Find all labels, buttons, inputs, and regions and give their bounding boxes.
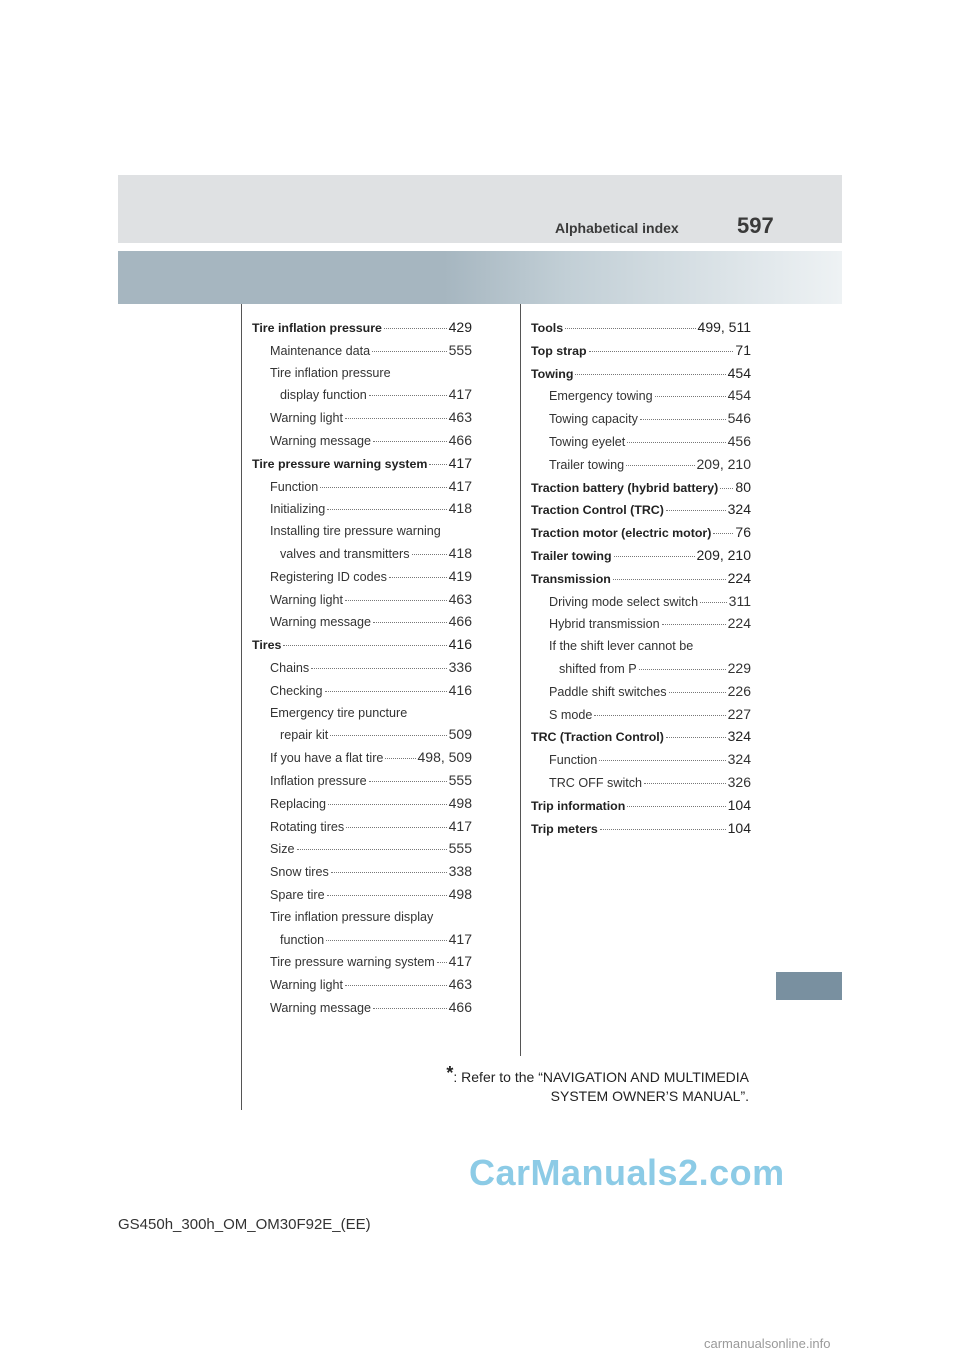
index-entry-text: Installing tire pressure warning — [270, 524, 441, 539]
middle-column-rule — [520, 304, 521, 1056]
leader-dots — [640, 419, 726, 420]
leader-dots — [327, 509, 446, 510]
index-entry[interactable] — [252, 453, 472, 476]
index-entry[interactable] — [531, 385, 751, 408]
leader-dots — [331, 872, 447, 873]
index-entry-page: 104 — [727, 819, 751, 836]
index-entry-page: 226 — [727, 682, 751, 699]
index-entry[interactable] — [531, 522, 751, 545]
index-entry[interactable] — [531, 545, 751, 568]
index-entry-page: 499, 511 — [697, 319, 751, 335]
leader-dots — [700, 602, 727, 603]
index-entry-page: 80 — [735, 478, 751, 495]
index-entry[interactable] — [252, 724, 472, 747]
index-entry-page: 429 — [448, 319, 472, 335]
index-entry-label: Trip information — [531, 798, 626, 813]
index-entry[interactable] — [252, 680, 472, 703]
index-entry[interactable] — [252, 566, 472, 589]
index-entry[interactable] — [252, 747, 472, 770]
index-entry-page: 456 — [727, 432, 751, 449]
leader-dots — [669, 692, 726, 693]
index-entry-page: 498 — [448, 885, 472, 902]
index-entry-label: Hybrid transmission — [549, 617, 660, 632]
leader-dots — [345, 418, 447, 419]
index-entry-label: Inflation pressure — [270, 773, 367, 788]
leader-dots — [389, 577, 447, 578]
index-entry-page: 311 — [728, 592, 751, 609]
index-entry-page: 466 — [448, 431, 472, 448]
index-entry-page: 209, 210 — [696, 546, 751, 563]
leader-dots — [613, 579, 726, 580]
leader-dots — [627, 442, 725, 443]
index-entry[interactable] — [531, 340, 751, 363]
index-entry[interactable] — [531, 658, 751, 681]
leader-dots — [639, 669, 726, 670]
leader-dots — [614, 556, 695, 557]
index-entry-label: Paddle shift switches — [549, 684, 667, 699]
index-entry[interactable] — [531, 363, 751, 386]
leader-dots — [385, 758, 415, 759]
leader-dots — [297, 849, 447, 850]
watermark-url: carmanualsonline.info — [704, 1336, 831, 1351]
index-entry[interactable] — [252, 951, 472, 974]
leader-dots — [320, 487, 446, 488]
index-entry[interactable] — [531, 772, 751, 795]
index-entry-page: 224 — [727, 569, 751, 586]
index-entry-label: Warning light — [270, 978, 344, 993]
index-entry-page: 466 — [448, 998, 472, 1015]
index-entry-label: shifted from P — [559, 661, 637, 676]
leader-dots — [662, 624, 726, 625]
leader-dots — [345, 600, 447, 601]
header-band — [118, 175, 842, 243]
index-entry-page: 418 — [448, 544, 472, 561]
index-entry-page: 417 — [448, 386, 472, 403]
leader-dots — [626, 465, 694, 466]
index-entry-page: 71 — [735, 341, 751, 358]
leader-dots — [311, 668, 446, 669]
leader-dots — [326, 940, 447, 941]
index-entry[interactable] — [252, 611, 472, 634]
index-entry-label: Function — [549, 753, 598, 768]
index-entry[interactable] — [531, 454, 751, 477]
index-entry-label: Traction motor (electric motor) — [531, 526, 712, 541]
leader-dots — [713, 533, 733, 534]
index-entry-label: Replacing — [270, 796, 327, 811]
index-entry-label: Rotating tires — [270, 819, 345, 834]
index-entry-page: 418 — [448, 500, 472, 517]
leader-dots — [594, 715, 725, 716]
index-entry-label: Traction battery (hybrid battery) — [531, 480, 719, 495]
index-entry-label: Tools — [531, 321, 564, 335]
index-entry-label: Size — [270, 842, 295, 857]
index-entry-label: Tire pressure warning system — [252, 456, 428, 471]
leader-dots — [330, 735, 446, 736]
index-entry[interactable] — [531, 726, 751, 749]
index-entry-label: TRC (Traction Control) — [531, 730, 664, 745]
index-entry-label: Warning light — [270, 411, 344, 426]
leader-dots — [372, 351, 447, 352]
index-entry-label: Top strap — [531, 343, 587, 358]
index-entry-page: 417 — [448, 454, 472, 471]
index-entry-page: 324 — [727, 728, 751, 745]
index-entry[interactable] — [531, 818, 751, 841]
index-entry-label: Trailer towing — [549, 457, 625, 472]
index-entry[interactable] — [252, 838, 472, 861]
page-number: 597 — [737, 213, 774, 238]
leader-dots — [327, 895, 447, 896]
leader-dots — [666, 737, 726, 738]
index-entry-label: Warning message — [270, 615, 372, 630]
index-entry[interactable] — [252, 657, 472, 680]
index-entry[interactable] — [252, 861, 472, 884]
index-entry-text: Tire inflation pressure — [270, 365, 391, 380]
index-entry-page: 224 — [727, 615, 751, 632]
index-entry-label: Trailer towing — [531, 548, 612, 563]
index-entry[interactable] — [531, 613, 751, 636]
leader-dots — [283, 645, 446, 646]
leader-dots — [325, 691, 447, 692]
index-column-left — [252, 317, 472, 1020]
index-entry-label: Chains — [270, 660, 310, 675]
index-entry[interactable] — [531, 749, 751, 772]
index-entry[interactable] — [531, 591, 751, 614]
index-entry-page: 326 — [727, 773, 751, 790]
index-entry-page: 454 — [727, 387, 751, 404]
index-column-right — [531, 317, 751, 840]
index-entry[interactable] — [252, 317, 472, 340]
index-entry-label: Function — [270, 479, 319, 494]
index-entry[interactable] — [252, 974, 472, 997]
index-entry-label: Warning message — [270, 1000, 372, 1015]
index-entry-label: Traction Control (TRC) — [531, 503, 664, 518]
leader-dots — [600, 829, 726, 830]
index-entry-label: S mode — [549, 707, 593, 722]
leader-dots — [599, 760, 725, 761]
index-entry-label: Snow tires — [270, 865, 329, 880]
leader-dots — [437, 962, 447, 963]
leader-dots — [373, 441, 447, 442]
index-entry-page: 498, 509 — [417, 749, 472, 766]
index-entry-label: Maintenance data — [270, 343, 371, 358]
leader-dots — [429, 464, 446, 465]
index-entry[interactable] — [252, 430, 472, 453]
index-entry-page: 324 — [727, 751, 751, 768]
index-entry-page: 416 — [448, 636, 472, 653]
index-entry[interactable] — [531, 499, 751, 522]
index-entry-page: 76 — [735, 524, 751, 541]
index-entry[interactable] — [252, 770, 472, 793]
index-entry[interactable] — [531, 477, 751, 500]
index-side-tab — [776, 972, 842, 1000]
index-entry-label: Registering ID codes — [270, 569, 387, 584]
index-entry-label: Towing eyelet — [549, 434, 626, 449]
index-entry[interactable] — [531, 317, 751, 340]
index-entry[interactable] — [531, 408, 751, 431]
index-entry-page: 419 — [448, 567, 472, 584]
index-entry[interactable] — [252, 589, 472, 612]
index-entry[interactable] — [252, 929, 472, 952]
index-entry-text: Emergency tire puncture — [270, 705, 408, 720]
index-entry-page: 463 — [448, 976, 472, 993]
index-entry-label: display function — [280, 388, 367, 403]
index-entry[interactable] — [252, 634, 472, 657]
index-entry-label: Emergency towing — [549, 389, 653, 404]
index-entry-label: TRC OFF switch — [549, 775, 643, 790]
footnote-line-1: : Refer to the “NAVIGATION AND MULTIMEDIA — [453, 1069, 749, 1085]
leader-dots — [412, 554, 447, 555]
index-entry[interactable] — [252, 793, 472, 816]
index-entry-page: 466 — [448, 613, 472, 630]
index-entry-label: Spare tire — [270, 887, 325, 902]
leader-dots — [346, 827, 446, 828]
index-entry-label: Tire inflation pressure — [252, 321, 382, 335]
index-entry-page: 454 — [727, 364, 751, 381]
index-entry-page: 417 — [448, 477, 472, 494]
index-entry[interactable] — [252, 816, 472, 839]
index-entry-label: Tires — [252, 638, 282, 653]
index-entry[interactable] — [252, 543, 472, 566]
watermark-logo: CarManuals2.com — [469, 1152, 785, 1193]
index-entry-page: 338 — [448, 863, 472, 880]
index-entry-page: 336 — [448, 658, 472, 675]
index-entry-label: If you have a flat tire — [270, 751, 384, 766]
index-entry-label: Tire pressure warning system — [270, 955, 435, 970]
leader-dots — [589, 351, 734, 352]
index-entry-page: 417 — [448, 930, 472, 947]
leader-dots — [373, 1008, 447, 1009]
leader-dots — [369, 781, 447, 782]
leader-dots — [328, 804, 447, 805]
leader-dots — [345, 985, 447, 986]
footnote — [349, 1063, 749, 1106]
left-column-rule — [241, 304, 242, 1110]
index-entry-label: repair kit — [280, 728, 329, 743]
index-entry[interactable] — [252, 476, 472, 499]
index-entry[interactable] — [531, 431, 751, 454]
index-entry-label: Towing capacity — [549, 412, 638, 427]
document-code: GS450h_300h_OM_OM30F92E_(EE) — [118, 1216, 371, 1233]
index-entry-page: 555 — [448, 341, 472, 358]
leader-dots — [627, 806, 725, 807]
index-entry[interactable] — [252, 407, 472, 430]
index-entry[interactable] — [252, 997, 472, 1020]
leader-dots — [655, 396, 726, 397]
index-entry[interactable] — [531, 681, 751, 704]
index-entry-page: 229 — [727, 659, 751, 676]
index-entry-page: 209, 210 — [696, 455, 751, 472]
leader-dots — [565, 328, 695, 329]
index-entry-page: 324 — [727, 501, 751, 518]
index-entry-label: Transmission — [531, 571, 611, 586]
index-entry-label: Warning message — [270, 433, 372, 448]
index-entry-label: valves and transmitters — [280, 546, 410, 561]
index-entry-page: 555 — [448, 771, 472, 788]
leader-dots — [644, 783, 726, 784]
index-entry-page: 546 — [727, 410, 751, 427]
index-entry-label: Warning light — [270, 592, 344, 607]
leader-dots — [369, 395, 447, 396]
index-entry[interactable] — [252, 884, 472, 907]
index-entry[interactable] — [531, 795, 751, 818]
section-title: Alphabetical index — [555, 220, 679, 236]
index-entry-page: 417 — [448, 953, 472, 970]
footnote-marker: * — [446, 1063, 454, 1083]
index-entry-page: 416 — [448, 681, 472, 698]
index-entry[interactable] — [252, 384, 472, 407]
index-entry-page: 555 — [448, 840, 472, 857]
index-entry[interactable] — [252, 340, 472, 363]
leader-dots — [720, 488, 733, 489]
index-entry-label: Towing — [531, 366, 574, 381]
index-entry-page: 417 — [448, 817, 472, 834]
index-entry-page: 498 — [448, 794, 472, 811]
section-color-band — [118, 251, 842, 304]
leader-dots — [384, 328, 447, 329]
index-entry[interactable] — [252, 498, 472, 521]
index-entry-page: 463 — [448, 409, 472, 426]
leader-dots — [373, 622, 447, 623]
index-entry-label: Driving mode select switch — [549, 594, 699, 609]
index-entry-page: 227 — [727, 705, 751, 722]
index-entry[interactable] — [531, 704, 751, 727]
index-entry-page: 104 — [727, 796, 751, 813]
index-entry-page: 463 — [448, 590, 472, 607]
leader-dots — [666, 510, 726, 511]
leader-dots — [575, 374, 725, 375]
index-entry-label: Initializing — [270, 502, 326, 517]
index-entry-page: 509 — [448, 726, 472, 743]
index-entry-label: function — [280, 932, 325, 947]
index-entry[interactable] — [531, 568, 751, 591]
index-entry-label: Trip meters — [531, 821, 598, 836]
index-entry-text: Tire inflation pressure display — [270, 909, 434, 924]
index-entry-text: If the shift lever cannot be — [549, 639, 694, 654]
index-entry-label: Checking — [270, 683, 323, 698]
footnote-line-2: SYSTEM OWNER’S MANUAL”. — [550, 1088, 749, 1104]
